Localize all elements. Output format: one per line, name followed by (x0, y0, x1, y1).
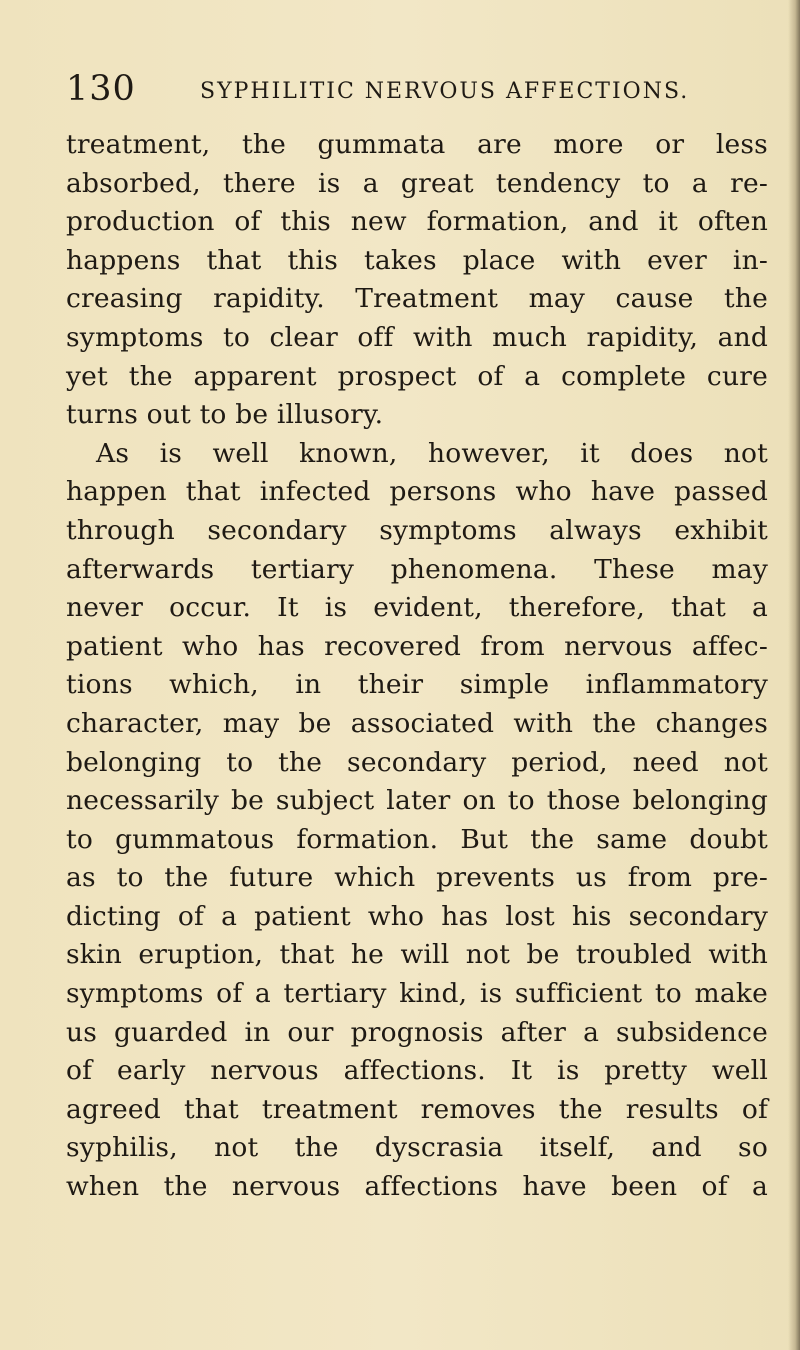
text-line: through secondary symptoms always exhibit (66, 514, 768, 546)
text-line: creasing rapidity. Treatment may cause the (66, 283, 768, 315)
text-line: never occur. It is evident, therefore, that a (66, 592, 768, 624)
text-line: treatment, the gummata are more or less (66, 129, 768, 160)
text-line: happen that infected persons who have passed (66, 476, 768, 508)
text-line: symptoms of a tertiary kind, is sufficient to make (66, 978, 768, 1010)
text-line: skin eruption, that he will not be troubled with (66, 939, 768, 971)
text-line: dicting of a patient who has lost his secondary (66, 900, 768, 932)
text-line: turns out to be illusory. (66, 399, 384, 431)
page-edge-shadow (788, 0, 800, 1350)
body-text (66, 126, 768, 1207)
text-line: when the nervous affections have been of a (66, 1171, 768, 1203)
text-line: yet the apparent prospect of a complete cure (66, 360, 768, 392)
running-head (66, 66, 766, 112)
text-line: belonging to the secondary period, need not (66, 746, 768, 778)
text-line: tions which, in their simple inflammatory (66, 669, 768, 701)
text-line: symptoms to clear off with much rapidity, and (66, 321, 768, 353)
text-line: production of this new formation, and it often (66, 206, 768, 238)
text-line: agreed that treatment removes the results of (66, 1093, 768, 1125)
text-line: to gummatous formation. But the same doubt (66, 823, 768, 855)
page-number: 130 (66, 69, 136, 109)
text-line: us guarded in our prognosis after a subsidence (66, 1016, 768, 1048)
text-line: necessarily be subject later on to those belonging (66, 785, 768, 817)
text-line: character, may be associated with the changes (66, 707, 768, 739)
text-line: absorbed, there is a great tendency to a re- (66, 167, 768, 199)
text-line: syphilis, not the dyscrasia itself, and so (66, 1132, 768, 1164)
text-line: patient who has recovered from nervous affec- (66, 630, 768, 662)
running-title: SYPHILITIC NERVOUS AFFECTIONS. (200, 79, 690, 104)
text-line: afterwards tertiary phenomena. These may (66, 553, 768, 585)
text-line: of early nervous affections. It is pretty well (66, 1055, 768, 1087)
text-line: as to the future which prevents us from pre- (66, 862, 768, 894)
text-line: happens that this takes place with ever in- (66, 244, 768, 276)
text-line: As is well known, however, it does not (96, 437, 768, 469)
